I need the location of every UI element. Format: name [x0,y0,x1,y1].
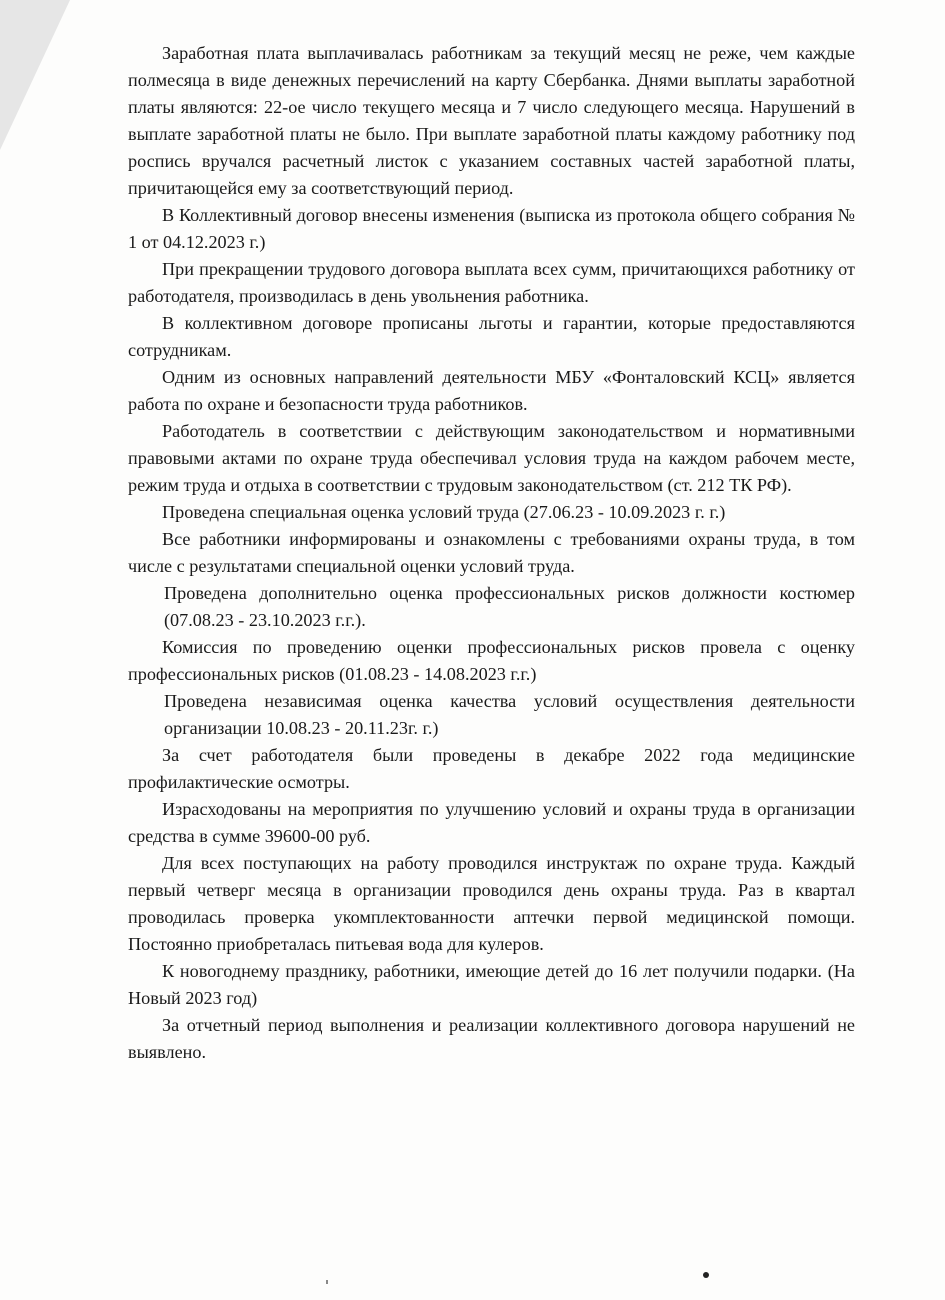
paragraph-main-directions: Одним из основных направлений деятельности МБУ «Фонталовский КСЦ» является работа по охране и безопасности труда работников. [128,367,855,414]
paragraph-no-violations: За отчетный период выполнения и реализации коллективного договора нарушений не выявлено. [128,1015,855,1062]
scan-dot [703,1272,709,1278]
paragraph-special-assessment: Проведена специальная оценка условий труда (27.06.23 - 10.09.2023 г. г.) [162,502,726,522]
paragraph-independent-assessment: Проведена независимая оценка качества условий осуществления деятельности организации 10.08.23 - 20.11.23г. г.) [164,691,855,738]
paragraph-expenses: Израсходованы на мероприятия по улучшению условий и охраны труда в организации средства в сумме 39600-00 руб. [128,799,855,846]
paragraph-benefits: В коллективном договоре прописаны льготы и гарантии, которые предоставляются сотрудникам. [128,313,855,360]
paragraph-employees-informed: Все работники информированы и ознакомлены с требованиями охраны труда, в том числе с результатами специальной оценки условий труда. [128,529,855,576]
paragraph-new-year-gifts: К новогоднему празднику, работники, имеющие детей до 16 лет получили подарки. (На Новый 2023 год) [128,961,855,1008]
document-body [128,40,855,1066]
paragraph-risk-commission: Комиссия по проведению оценки профессиональных рисков провела с оценку профессиональных рисков (01.08.23 - 14.08.2023 г.г.) [128,637,855,684]
paragraph-risk-assessment-costumer: Проведена дополнительно оценка профессиональных рисков должности костюмер (07.08.23 - 23.10.2023 г.г.). [164,583,855,630]
folded-corner [0,0,70,150]
paragraph-collective-agreement-changes: В Коллективный договор внесены изменения (выписка из протокола общего собрания № 1 от 04.12.2023 г.) [128,205,855,252]
paragraph-salary: Заработная плата выплачивалась работникам за текущий месяц не реже, чем каждые полмесяца в виде денежных перечислений на карту Сбербанка. Днями выплаты заработной платы являются: 22-ое число текущего месяца и 7 число следующего месяца. Нарушений в выплате заработной платы не было. При выплате заработной платы каждому работнику под роспись вручался расчетный листок с указанием составных частей заработной платы, причитающейся ему за соответствующий период. [128,43,855,198]
paragraph-contract-termination: При прекращении трудового договора выплата всех сумм, причитающихся работнику от работодателя, производилась в день увольнения работника. [128,259,855,306]
paragraph-safety-briefing: Для всех поступающих на работу проводился инструктаж по охране труда. Каждый первый четверг месяца в организации проводился день охраны труда. Раз в квартал проводилась проверка укомплектованности аптечки первой медицинской помощи. Постоянно приобреталась питьевая вода для кулеров. [128,853,855,954]
paragraph-employer-conditions: Работодатель в соответствии с действующим законодательством и нормативными правовыми актами по охране труда обеспечивал условия труда на каждом рабочем месте, режим труда и отдыха в соответствии с трудовым законодательством (ст. 212 ТК РФ). [128,421,855,495]
scan-speck [326,1280,328,1284]
paragraph-medical-checkups: За счет работодателя были проведены в декабре 2022 года медицинские профилактические осмотры. [128,745,855,792]
